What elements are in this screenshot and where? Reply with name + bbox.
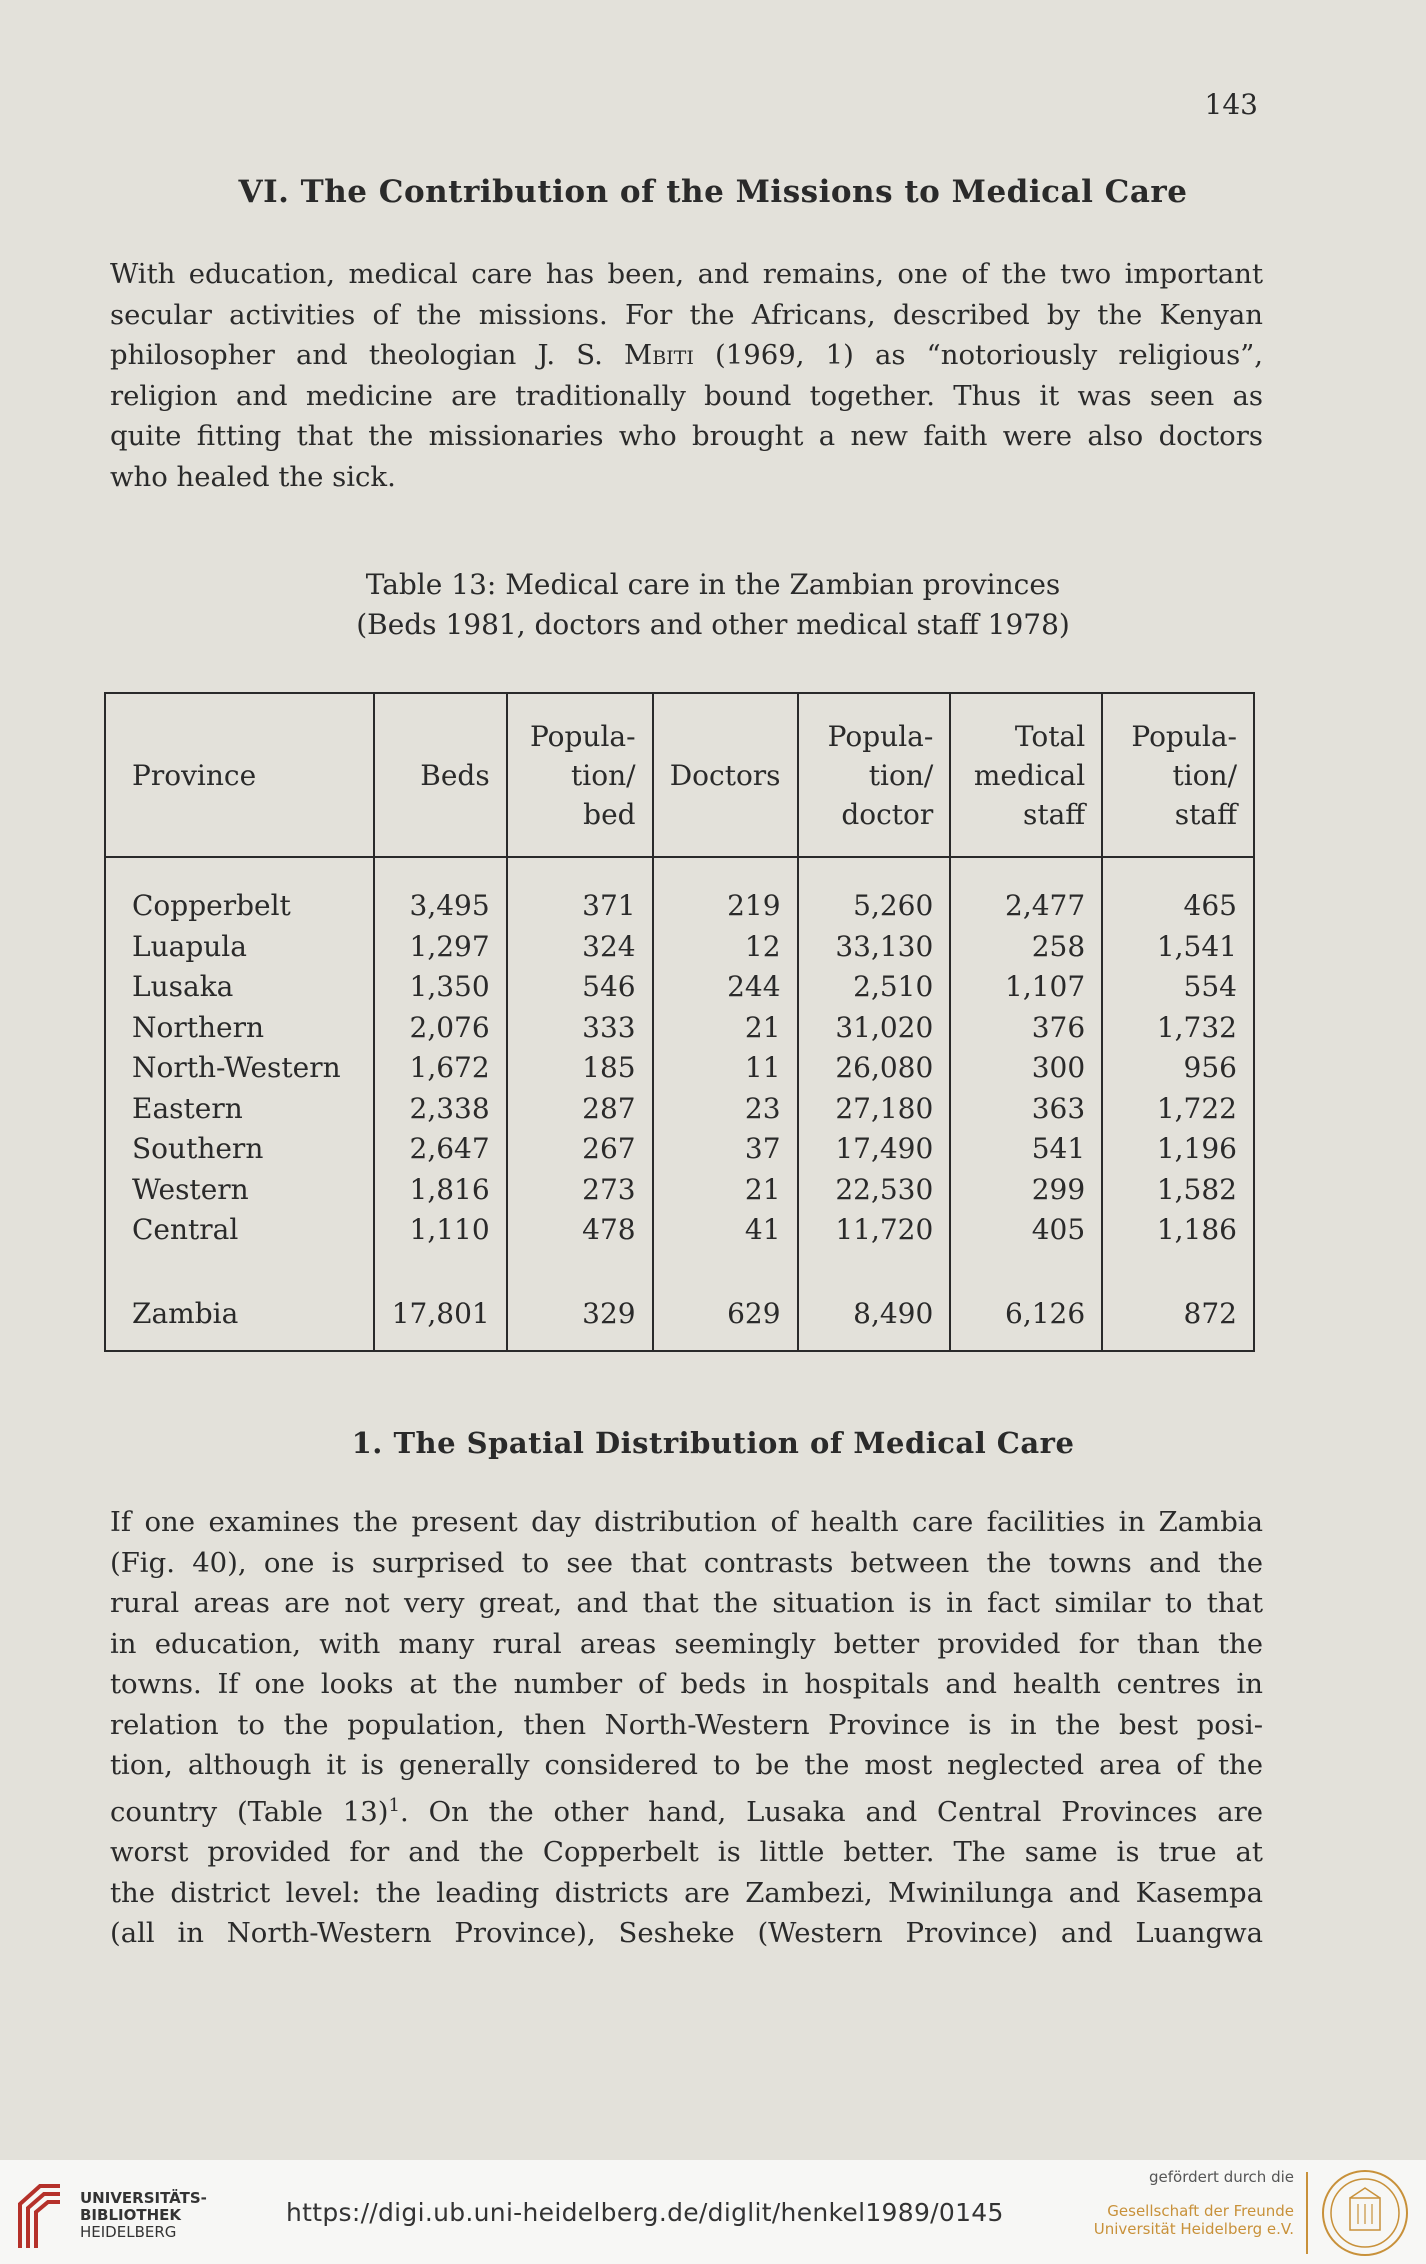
value-cell: 2,647 bbox=[374, 1129, 507, 1170]
total-value-cell: 329 bbox=[507, 1251, 653, 1352]
intro-line: secular activities of the missions. For the Africans, described by the Kenyan bbox=[110, 298, 1263, 331]
value-cell: 324 bbox=[507, 927, 653, 968]
library-name: UNIVERSITÄTS- BIBLIOTHEK HEIDELBERG bbox=[80, 2189, 207, 2241]
province-cell: Central bbox=[105, 1210, 374, 1251]
value-cell: 2,338 bbox=[374, 1089, 507, 1130]
intro-line: quite fitting that the missionaries who brought a new faith were also doctors bbox=[110, 420, 1263, 452]
value-cell: 3,495 bbox=[374, 857, 507, 927]
header-cell: Popula- tion/ staff bbox=[1102, 693, 1254, 857]
total-value-cell: 17,801 bbox=[374, 1251, 507, 1352]
total-value-cell: 6,126 bbox=[950, 1251, 1102, 1352]
value-cell: 23 bbox=[653, 1089, 798, 1130]
value-cell: 1,541 bbox=[1102, 927, 1254, 968]
value-cell: 185 bbox=[507, 1048, 653, 1089]
caption-line: (Beds 1981, doctors and other medical staff 1978) bbox=[356, 608, 1070, 641]
page-number: 143 bbox=[1204, 88, 1258, 121]
province-cell: Eastern bbox=[105, 1089, 374, 1130]
header-cell: Popula- tion/ bed bbox=[507, 693, 653, 857]
value-cell: 376 bbox=[950, 1008, 1102, 1049]
province-cell: Northern bbox=[105, 1008, 374, 1049]
header-cell: Province bbox=[105, 693, 374, 857]
section-title: VI. The Contribution of the Missions to Medical Care bbox=[238, 174, 1188, 210]
sponsor-by: gefördert durch die bbox=[1149, 2168, 1294, 2186]
header-cell: Beds bbox=[374, 693, 507, 857]
value-cell: 300 bbox=[950, 1048, 1102, 1089]
table-row bbox=[105, 1089, 1254, 1130]
value-cell: 37 bbox=[653, 1129, 798, 1170]
sponsor-block bbox=[1094, 2168, 1294, 2238]
value-cell: 17,490 bbox=[798, 1129, 951, 1170]
value-cell: 244 bbox=[653, 967, 798, 1008]
value-cell: 546 bbox=[507, 967, 653, 1008]
body-line: rural areas are not very great, and that the situation is in fact similar to that bbox=[110, 1587, 1263, 1619]
table-body bbox=[105, 857, 1254, 1351]
value-cell: 31,020 bbox=[798, 1008, 951, 1049]
province-cell: North-Western bbox=[105, 1048, 374, 1089]
body-paragraph bbox=[110, 1502, 1263, 1954]
body-line: (Fig. 40), one is surprised to see that contrasts between the towns and the bbox=[110, 1546, 1263, 1579]
value-cell: 12 bbox=[653, 927, 798, 968]
value-cell: 956 bbox=[1102, 1048, 1254, 1089]
caption-line: Table 13: Medical care in the Zambian provinces bbox=[365, 568, 1061, 601]
intro-paragraph bbox=[110, 254, 1263, 497]
value-cell: 465 bbox=[1102, 857, 1254, 927]
body-line: relation to the population, then North-Western Province is in the best posi- bbox=[110, 1708, 1263, 1741]
value-cell: 1,672 bbox=[374, 1048, 507, 1089]
body-line: tion, although it is generally considered to be the most neglected area of the bbox=[110, 1749, 1263, 1781]
value-cell: 22,530 bbox=[798, 1170, 951, 1211]
total-value-cell: 629 bbox=[653, 1251, 798, 1352]
table-row bbox=[105, 1210, 1254, 1251]
province-cell: Western bbox=[105, 1170, 374, 1211]
body-line: (all in North-Western Province), Sesheke (Western Province) and Luangwa bbox=[110, 1917, 1263, 1950]
value-cell: 1,582 bbox=[1102, 1170, 1254, 1211]
value-cell: 1,350 bbox=[374, 967, 507, 1008]
value-cell: 478 bbox=[507, 1210, 653, 1251]
footer-divider bbox=[1306, 2172, 1308, 2254]
value-cell: 1,297 bbox=[374, 927, 507, 968]
value-cell: 333 bbox=[507, 1008, 653, 1049]
header-cell: Doctors bbox=[653, 693, 798, 857]
table-total-row bbox=[105, 1251, 1254, 1352]
library-logo-icon bbox=[14, 2180, 68, 2250]
value-cell: 258 bbox=[950, 927, 1102, 968]
table-row bbox=[105, 857, 1254, 927]
value-cell: 41 bbox=[653, 1210, 798, 1251]
table-row bbox=[105, 1170, 1254, 1211]
value-cell: 371 bbox=[507, 857, 653, 927]
value-cell: 26,080 bbox=[798, 1048, 951, 1089]
value-cell: 27,180 bbox=[798, 1089, 951, 1130]
value-cell: 541 bbox=[950, 1129, 1102, 1170]
value-cell: 219 bbox=[653, 857, 798, 927]
intro-line: religion and medicine are traditionally bound together. Thus it was seen as bbox=[110, 379, 1263, 412]
header-cell: Popula- tion/ doctor bbox=[798, 693, 951, 857]
body-line: country (Table 13)$^1$. On the other hand, Lusaka and Central Provinces are bbox=[110, 1794, 1264, 1828]
source-url-link[interactable]: https://digi.ub.uni-heidelberg.de/diglit/henkel1989/0145 bbox=[286, 2198, 1004, 2227]
value-cell: 5,260 bbox=[798, 857, 951, 927]
table-row bbox=[105, 967, 1254, 1008]
table-caption bbox=[0, 565, 1426, 645]
value-cell: 1,186 bbox=[1102, 1210, 1254, 1251]
value-cell: 11 bbox=[653, 1048, 798, 1089]
body-line: in education, with many rural areas seemingly better provided for than the bbox=[110, 1627, 1263, 1660]
total-value-cell: 8,490 bbox=[798, 1251, 951, 1352]
value-cell: 1,196 bbox=[1102, 1129, 1254, 1170]
body-line: the district level: the leading districts are Zambezi, Mwinilunga and Kasempa bbox=[110, 1876, 1263, 1909]
province-cell: Copperbelt bbox=[105, 857, 374, 927]
table-header-row bbox=[105, 693, 1254, 857]
intro-line: philosopher and theologian J. S. Mbiti (1969, 1) as “notoriously religious”, bbox=[110, 339, 1264, 371]
intro-line: With education, medical care has been, and remains, one of the two important bbox=[110, 258, 1263, 290]
footnote-ref: 1 bbox=[388, 1794, 400, 1816]
total-label-cell: Zambia bbox=[105, 1251, 374, 1352]
value-cell: 1,816 bbox=[374, 1170, 507, 1211]
value-cell: 405 bbox=[950, 1210, 1102, 1251]
university-seal-icon bbox=[1320, 2168, 1410, 2258]
value-cell: 273 bbox=[507, 1170, 653, 1211]
value-cell: 363 bbox=[950, 1089, 1102, 1130]
value-cell: 2,477 bbox=[950, 857, 1102, 927]
author-name: Mbiti bbox=[624, 339, 694, 371]
table-row bbox=[105, 1048, 1254, 1089]
intro-line: who healed the sick. bbox=[110, 460, 396, 493]
value-cell: 1,107 bbox=[950, 967, 1102, 1008]
digitization-footer bbox=[0, 2160, 1426, 2264]
header-cell: Total medical staff bbox=[950, 693, 1102, 857]
value-cell: 1,110 bbox=[374, 1210, 507, 1251]
table-row bbox=[105, 927, 1254, 968]
province-cell: Luapula bbox=[105, 927, 374, 968]
province-cell: Lusaka bbox=[105, 967, 374, 1008]
value-cell: 1,732 bbox=[1102, 1008, 1254, 1049]
value-cell: 21 bbox=[653, 1008, 798, 1049]
value-cell: 2,076 bbox=[374, 1008, 507, 1049]
value-cell: 1,722 bbox=[1102, 1089, 1254, 1130]
province-cell: Southern bbox=[105, 1129, 374, 1170]
value-cell: 267 bbox=[507, 1129, 653, 1170]
medical-care-table bbox=[104, 692, 1255, 1352]
value-cell: 21 bbox=[653, 1170, 798, 1211]
value-cell: 33,130 bbox=[798, 927, 951, 968]
table-row bbox=[105, 1129, 1254, 1170]
body-line: worst provided for and the Copperbelt is little better. The same is true at bbox=[110, 1836, 1263, 1869]
body-line: If one examines the present day distribution of health care facilities in Zambia bbox=[110, 1506, 1263, 1538]
value-cell: 299 bbox=[950, 1170, 1102, 1211]
total-value-cell: 872 bbox=[1102, 1251, 1254, 1352]
sponsor-name: Gesellschaft der Freunde Universität Heidelberg e.V. bbox=[1093, 2202, 1294, 2238]
value-cell: 554 bbox=[1102, 967, 1254, 1008]
body-line: towns. If one looks at the number of beds in hospitals and health centres in bbox=[110, 1668, 1263, 1700]
subsection-title: 1. The Spatial Distribution of Medical Care bbox=[351, 1426, 1075, 1460]
value-cell: 2,510 bbox=[798, 967, 951, 1008]
value-cell: 287 bbox=[507, 1089, 653, 1130]
value-cell: 11,720 bbox=[798, 1210, 951, 1251]
table-row bbox=[105, 1008, 1254, 1049]
